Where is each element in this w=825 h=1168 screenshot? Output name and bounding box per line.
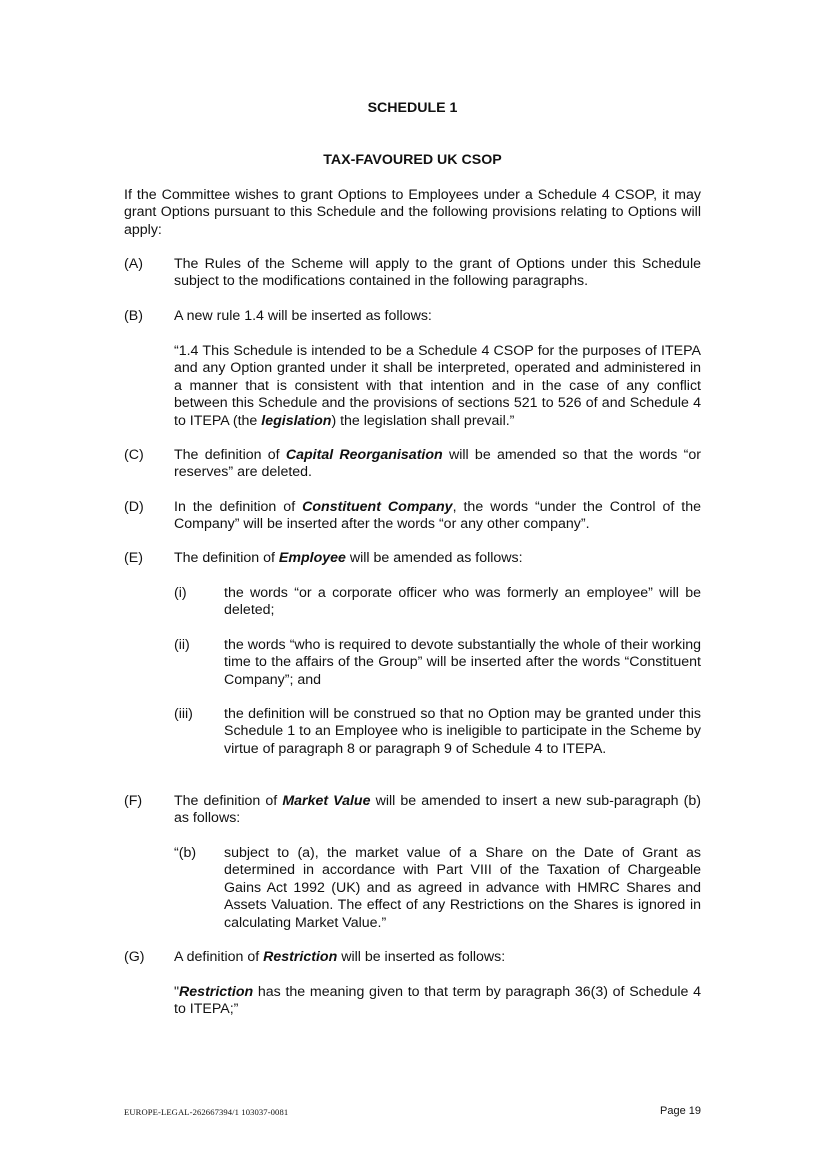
sub-item-label: (i) [174, 585, 187, 601]
clause-e-term: Employee [278, 550, 346, 566]
clause-b-quote [174, 343, 701, 430]
clause-c-pre: The definition of [174, 447, 286, 463]
clause-b-text: A new rule 1.4 will be inserted as follows: [174, 308, 432, 324]
clause-g-post: will be inserted as follows: [337, 949, 506, 965]
clause-d-term: Constituent Company [302, 499, 453, 515]
clause-label-g: (G) [124, 949, 145, 965]
clause-c-term: Capital Reorganisation [285, 447, 443, 463]
clause-f-text [174, 793, 701, 828]
clause-f-pre: The definition of [174, 793, 283, 809]
clause-d-post: , the words “under the Control of the Company” will be inserted after the words “or any other company”. [174, 499, 701, 533]
clause-label-f: (F) [124, 793, 143, 809]
clause-f-post: will be amended to insert a new sub-paragraph (b) as follows: [174, 793, 701, 827]
clause-label-d: (D) [124, 499, 144, 515]
clause-f-term: Market Value [282, 793, 371, 809]
clause-e-pre: The definition of [174, 550, 279, 566]
sub-item-label: (ii) [174, 637, 190, 653]
intro-paragraph: If the Committee wishes to grant Options to Employees under a Schedule 4 CSOP, it may grant Options pursuant to this Schedule and the following provisions relating to Options will apply: [124, 187, 701, 238]
sub-item-text: the words “who is required to devote substantially the whole of their working time to the affairs of the Group” will be inserted after the words “Constituent Company”; and [224, 637, 701, 688]
sub-paragraph-text: subject to (a), the market value of a Share on the Date of Grant as determined in accordance with Part VIII of the Taxation of Chargeable Gains Act 1992 (UK) and as agreed in advance with HMRC Shares and Assets Valuation. The effect of any Restrictions on the Shares is ignored in calculating Market Value.” [224, 845, 701, 931]
clause-b-quote-post: ) the legislation shall prevail.” [331, 412, 515, 429]
schedule-title: SCHEDULE 1 [367, 100, 458, 116]
sub-item-text: the definition will be construed so that no Option may be granted under this Schedule 1 to an Employee who is ineligible to participate in the Scheme by virtue of paragraph 8 or paragraph 9 of Schedule 4 to ITEPA. [224, 706, 701, 757]
clause-e-text [174, 550, 701, 567]
sub-paragraph-label: “(b) [174, 845, 197, 861]
clause-b-quote-term: legislation [261, 412, 332, 429]
clause-label-a: (A) [124, 256, 143, 272]
clause-g-quote-open: " [174, 984, 180, 1000]
sub-item-text: the words “or a corporate officer who was formerly an employee” will be deleted; [224, 585, 701, 619]
clause-g-text [174, 949, 701, 966]
sub-item-label: (iii) [174, 706, 193, 722]
clause-g-pre: A definition of [174, 949, 264, 965]
clause-b-quote-pre: “1.4 This Schedule is intended to be a Schedule 4 CSOP for the purposes of ITEPA and any Option granted under it shall be interpreted, operated and administered in a manner that is consistent with that intention and in the case of any conflict between this Schedule and the provisions of sections 521 to 526 of and Schedule 4 to ITEPA (the [174, 343, 701, 429]
footer-reference: EUROPE-LEGAL-262667394/1 103037-0081 [124, 1107, 289, 1117]
clause-g-quote-post: has the meaning given to that term by paragraph 36(3) of Schedule 4 to ITEPA;” [174, 984, 701, 1018]
clause-a-text: The Rules of the Scheme will apply to the grant of Options under this Schedule subject to the modifications contained in the following paragraphs. [174, 256, 701, 290]
clause-g-quote-term: Restriction [179, 984, 254, 1000]
clause-e-post: will be amended as follows: [345, 550, 523, 566]
clause-d-text [174, 499, 701, 534]
page-number: Page 19 [660, 1105, 701, 1117]
schedule-subtitle: TAX-FAVOURED UK CSOP [323, 152, 502, 168]
clause-g-quote [174, 984, 701, 1019]
clause-label-b: (B) [124, 308, 143, 324]
clause-c-text [174, 447, 701, 482]
clause-c-post: will be amended so that the words “or reserves” are deleted. [174, 447, 701, 481]
clause-label-c: (C) [124, 447, 144, 463]
clause-label-e: (E) [124, 550, 143, 566]
clause-d-pre: In the definition of [174, 499, 303, 515]
clause-g-term: Restriction [263, 949, 338, 965]
